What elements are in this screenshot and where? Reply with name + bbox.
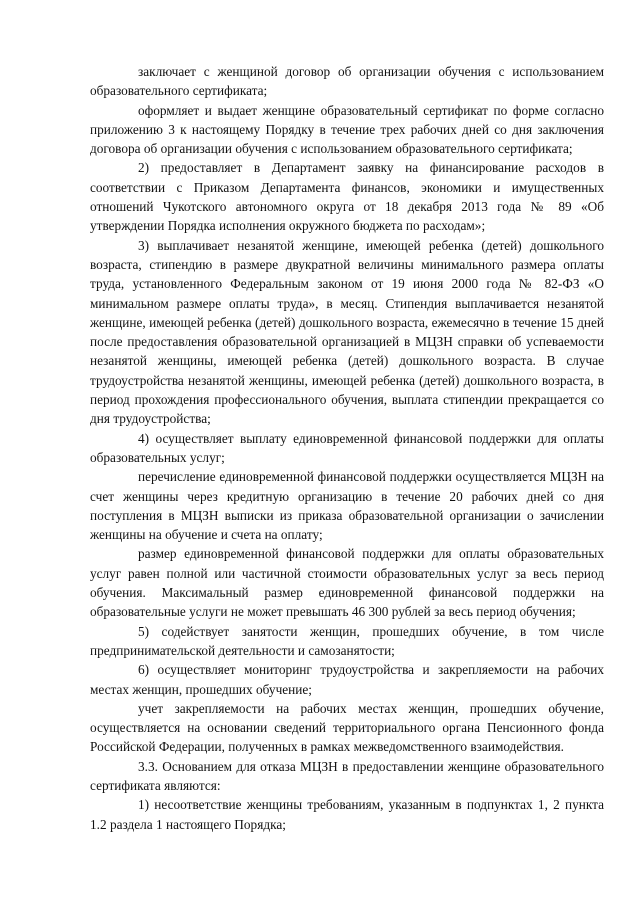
paragraph-item-2-funding-request: 2) предоставляет в Департамент заявку на финансирование расходов в соответствии с Приказом Департамента финансов, экономики и имущественных отношений Чукотского автономного округа от 18 декабря 2013 года № 89 «Об утверждении Порядка исполнения окружного бюджета по расходам»; bbox=[90, 160, 604, 234]
paragraph-item-6-monitoring: 6) осуществляет мониторинг трудоустройства и закрепляемости на рабочих местах женщин, прошедших обучение; bbox=[90, 662, 604, 697]
paragraph-refusal-reason-1: 1) несоответствие женщины требованиям, указанным в подпунктах 1, 2 пункта 1.2 раздела 1 настоящего Порядка; bbox=[90, 797, 604, 832]
paragraph-item-5-employment: 5) содействует занятости женщин, прошедших обучение, в том числе предпринимательской деятельности и самозанятости; bbox=[90, 623, 604, 658]
paragraph-transfer-terms: перечисление единовременной финансовой поддержки осуществляется МЦЗН на счет женщины через кредитную организацию в течение 20 рабочих дней со дня поступления в МЦЗН выписки из приказа образовательной организации о зачислении женщины на обучение и счета на оплату; bbox=[90, 469, 604, 543]
paragraph-certificate-issue: оформляет и выдает женщине образовательный сертификат по форме согласно приложению 3 к настоящему Порядку в течение трех рабочих дней со дня заключения договора об организации обучения с использованием образовательного сертификата; bbox=[90, 102, 604, 157]
document-body bbox=[90, 62, 604, 834]
paragraph-retention-accounting: учет закрепляемости на рабочих местах женщин, прошедших обучение, осуществляется на основании сведений территориального органа Пенсионного фонда Российской Федерации, полученных в рамках межведомственного взаимодействия. bbox=[90, 700, 604, 755]
paragraph-item-3-stipend: 3) выплачивает незанятой женщине, имеющей ребенка (детей) дошкольного возраста, стипендию в размере двукратной величины минимального размера оплаты труда, установленного Федеральным законом от 19 июня 2000 года № 82-ФЗ «О минимальном размере оплаты труда», в месяц. Стипендия выплачивается незанятой женщине, имеющей ребенка (детей) дошкольного возраста, ежемесячно в течение 15 дней после предоставления образовательной организацией в МЦЗН справки об успеваемости незанятой женщины, имеющей ребенка (детей) дошкольного возраста. В случае трудоустройства незанятой женщины, имеющей ребенка (детей) дошкольного возраста, в период прохождения профессионального обучения, выплата стипендии прекращается со дня трудоустройства; bbox=[90, 237, 604, 427]
paragraph-item-4-financial-support: 4) осуществляет выплату единовременной финансовой поддержки для оплаты образовательных услуг; bbox=[90, 430, 604, 465]
paragraph-section-3-3: 3.3. Основанием для отказа МЦЗН в предоставлении женщине образовательного сертификата являются: bbox=[90, 758, 604, 793]
paragraph-support-amount: размер единовременной финансовой поддержки для оплаты образовательных услуг равен полной или частичной стоимости образовательных услуг за весь период обучения. Максимальный размер единовременной финансовой поддержки на образовательные услуги не может превышать 46 300 рублей за весь период обучения; bbox=[90, 546, 604, 620]
paragraph-contract: заключает с женщиной договор об организации обучения с использованием образовательного сертификата; bbox=[90, 64, 604, 99]
